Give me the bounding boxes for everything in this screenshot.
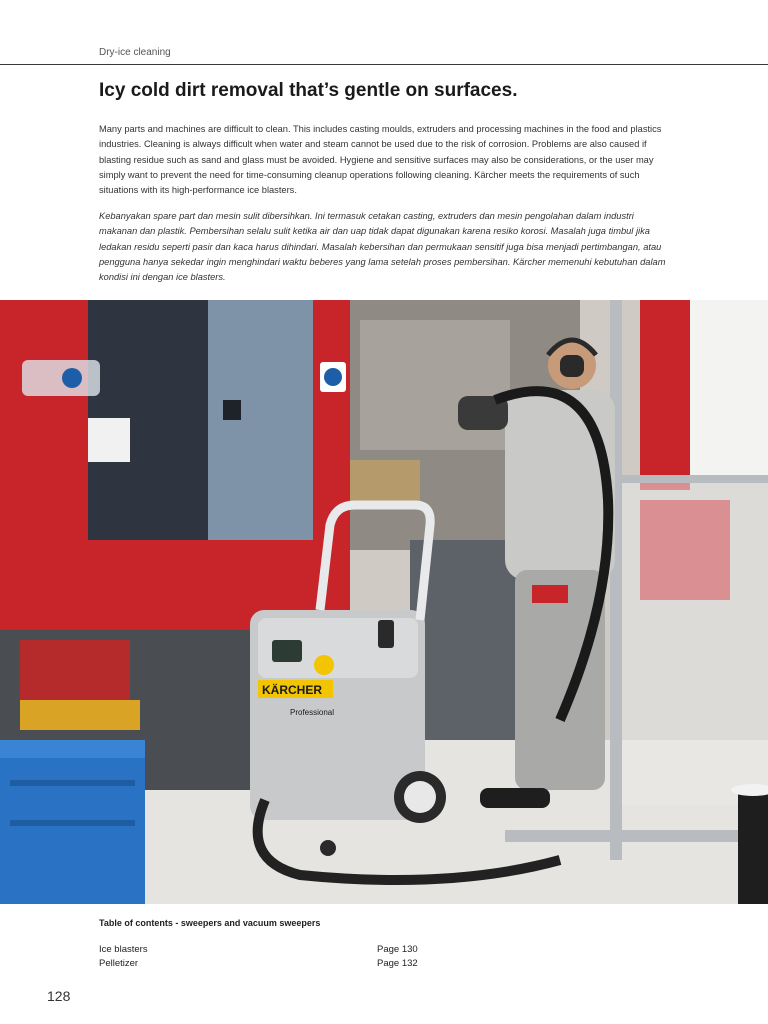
toc-item-page: Page 130	[377, 944, 418, 955]
toc-item-name: Pelletizer	[99, 958, 139, 969]
toc-heading: Table of contents - sweepers and vacuum sweepers	[99, 918, 321, 928]
machine-brand-text: KÄRCHER	[262, 683, 322, 697]
body-paragraph-indonesian: Kebanyakan spare part dan mesin sulit dibersihkan. Ini termasuk cetakan casting, extruders dan mesin pengolahan dalam industri makanan dan plastik. Pembersihan selalu sulit ketika air dan uap tidak dapat digunakan karena resiko korosi. Masalah juga timbul jika ledakan residu seperti pasir dan kaca harus dihindari. Masalah kebersihan dan permukaan sensitif juga bisa menjadi pertimbangan, atau pengguna hanya sekedar ingin menghindari waktu beberes yang lama setelah proses pembersihan. Kärcher memenuhi kebutuhan dalam kondisi ini dengan ice blasters.	[99, 211, 666, 283]
section-label: Dry-ice cleaning	[99, 47, 171, 58]
toc-row[interactable]	[99, 944, 499, 958]
product-photo	[0, 300, 768, 904]
toc-row[interactable]	[99, 958, 499, 972]
page-number: 128	[47, 988, 71, 1004]
body-paragraph-english: Many parts and machines are difficult to clean. This includes casting moulds, extruders and processing machines in the food and plastics industries. Cleaning is always difficult when water and steam cannot be used due to the risk of corrosion. Problems are also caused if blasting residue such as sand and glass must be avoided. Hygiene and sensitive surfaces may also be considerations, or the user may simply want to prevent the need for time-consuming cleanup operations following cleaning. Kärcher meets the requirements of such situations with its high-performance ice blasters.	[99, 124, 662, 196]
toc-item-page: Page 132	[377, 958, 418, 969]
page-title: Icy cold dirt removal that’s gentle on surfaces.	[99, 80, 518, 101]
toc-item-name: Ice blasters	[99, 944, 148, 955]
machine-model-text: Professional	[290, 708, 335, 717]
header-rule	[0, 64, 768, 65]
